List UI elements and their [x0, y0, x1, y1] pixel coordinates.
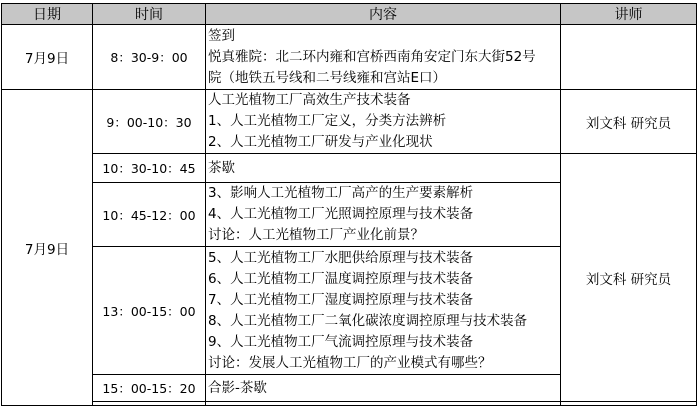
content-line: 4、人工光植物工厂光照调控原理与技术装备 [208, 206, 474, 222]
time-cell: 10：45-12：00 [93, 183, 206, 247]
lecturer-cell: 刘文科 研究员 [561, 154, 697, 402]
content-line: 7、人工光植物工厂湿度调控原理与技术装备 [208, 291, 474, 308]
training-schedule-table [1, 3, 697, 406]
header-time: 时间 [93, 4, 206, 25]
content-line: 人工光植物工厂高效生产技术装备 [208, 92, 411, 108]
content-line: 院（地铁五号线和二号线雍和宫站E口） [208, 69, 447, 86]
content-line: 签到 [208, 27, 235, 44]
content-line: 2、人工光植物工厂研发与产业化现状 [208, 134, 433, 150]
content-cell [206, 247, 561, 375]
lecturer-cell [561, 402, 697, 406]
time-cell: 8：30-9：00 [93, 25, 206, 90]
time-cell [93, 402, 206, 406]
time-cell: 13：00-15：00 [93, 247, 206, 375]
content-line: 茶歇 [208, 159, 235, 176]
content-line: 讨论：发展人工光植物工厂的产业模式有哪些？ [208, 354, 492, 371]
time-cell: 10：30-10：45 [93, 154, 206, 183]
content-cell [206, 90, 561, 154]
content-line: 合影-茶歇 [208, 379, 267, 396]
content-line: 讨论：人工光植物工厂产业化前景？ [208, 227, 424, 243]
content-line: 6、人工光植物工厂温度调控原理与技术装备 [208, 270, 474, 287]
table-row [2, 90, 697, 154]
content-line: 8、人工光植物工厂二氧化碳浓度调控原理与技术装备 [208, 312, 528, 329]
lecturer-cell [561, 25, 697, 90]
date-cell: 7月9日 [2, 25, 93, 90]
header-content: 内容 [206, 4, 561, 25]
content-cell [206, 375, 561, 402]
content-line: 5、人工光植物工厂水肥供给原理与技术装备 [208, 249, 474, 266]
content-cell [206, 25, 561, 90]
content-cell [206, 183, 561, 247]
table-row-cutoff [2, 402, 697, 406]
table-row [2, 154, 697, 183]
header-row [2, 4, 697, 25]
content-line: 1、人工光植物工厂定义，分类方法辨析 [208, 113, 447, 129]
header-lecturer: 讲师 [561, 4, 697, 25]
lecturer-cell: 刘文科 研究员 [561, 90, 697, 154]
header-date: 日期 [2, 4, 93, 25]
content-line: 9、人工光植物工厂气流调控原理与技术装备 [208, 333, 474, 350]
date-cell: 7月9日 [2, 90, 93, 406]
content-cell [206, 154, 561, 183]
table-row [2, 25, 697, 90]
content-line: 悦真雅院：北二环内雍和宫桥西南角安定门东大街52号 [208, 48, 536, 65]
time-cell: 9：00-10：30 [93, 90, 206, 154]
content-cell [206, 402, 561, 406]
content-line: 3、影响人工光植物工厂高产的生产要素解析 [208, 185, 474, 201]
time-cell: 15：00-15：20 [93, 375, 206, 402]
